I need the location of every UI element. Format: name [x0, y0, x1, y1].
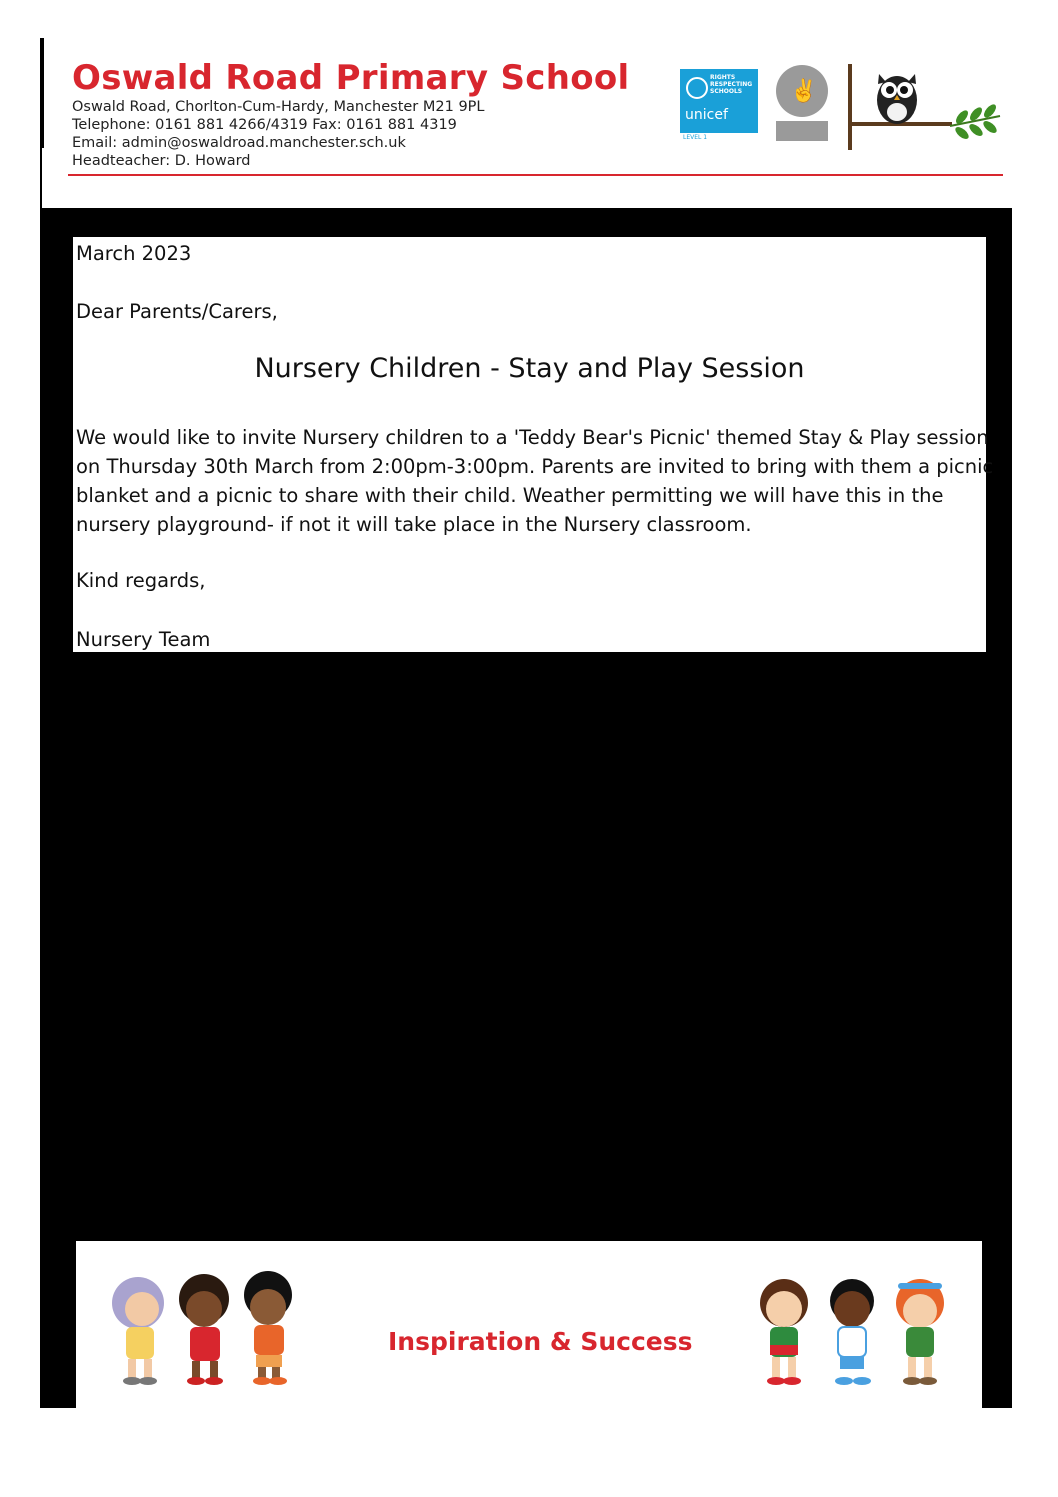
rrs-logo-text: RIGHTS RESPECTING SCHOOLS — [710, 74, 753, 95]
letter-title: Nursery Children - Stay and Play Session — [254, 353, 805, 384]
people-icon: ✌ — [790, 78, 818, 103]
leaves-icon — [948, 104, 1002, 140]
school-telephone: Telephone: 0161 881 4266/4319 Fax: 0161 881 4319 — [72, 117, 457, 133]
rrs-level: LEVEL 1 — [683, 134, 708, 141]
letter-signoff: Nursery Team — [76, 628, 211, 651]
letter-body-line: blanket and a picnic to share with their child. Weather permitting we will have this in the — [76, 484, 944, 507]
letter-greeting: Dear Parents/Carers, — [76, 300, 278, 323]
letter-body-line: nursery playground- if not it will take place in the Nursery classroom. — [76, 513, 752, 536]
children-illustration-left — [96, 1265, 316, 1390]
school-address: Oswald Road, Chorlton-Cum-Hardy, Manchester M21 9PL — [72, 99, 485, 115]
letter-date: March 2023 — [76, 242, 192, 265]
letter-body-line: We would like to invite Nursery children to a 'Teddy Bear's Picnic' themed Stay & Play session — [76, 426, 989, 449]
header-left-rule-lower — [40, 148, 42, 208]
owl-perch-post — [848, 64, 852, 150]
headteacher: Headteacher: D. Howard — [72, 153, 251, 169]
letter-box — [73, 237, 994, 652]
unicef-wordmark: unicef — [685, 107, 728, 123]
header-left-rule — [40, 38, 44, 148]
children-illustration-right — [744, 1265, 964, 1390]
letter-body-line: on Thursday 30th March from 2:00pm-3:00pm. Parents are invited to bring with them a picnic — [76, 455, 994, 478]
header-divider — [68, 174, 1003, 176]
school-email: Email: admin@oswaldroad.manchester.sch.uk — [72, 135, 406, 151]
owl-icon — [872, 68, 922, 126]
footer-banner — [76, 1241, 982, 1408]
school-motto: Inspiration & Success — [388, 1327, 693, 1356]
award-badge-logo — [776, 65, 828, 117]
rights-respecting-schools-logo — [680, 69, 758, 133]
award-plaque — [776, 121, 828, 141]
school-name: Oswald Road Primary School — [72, 58, 630, 98]
globe-icon — [686, 77, 708, 99]
letter-closing: Kind regards, — [76, 569, 206, 592]
